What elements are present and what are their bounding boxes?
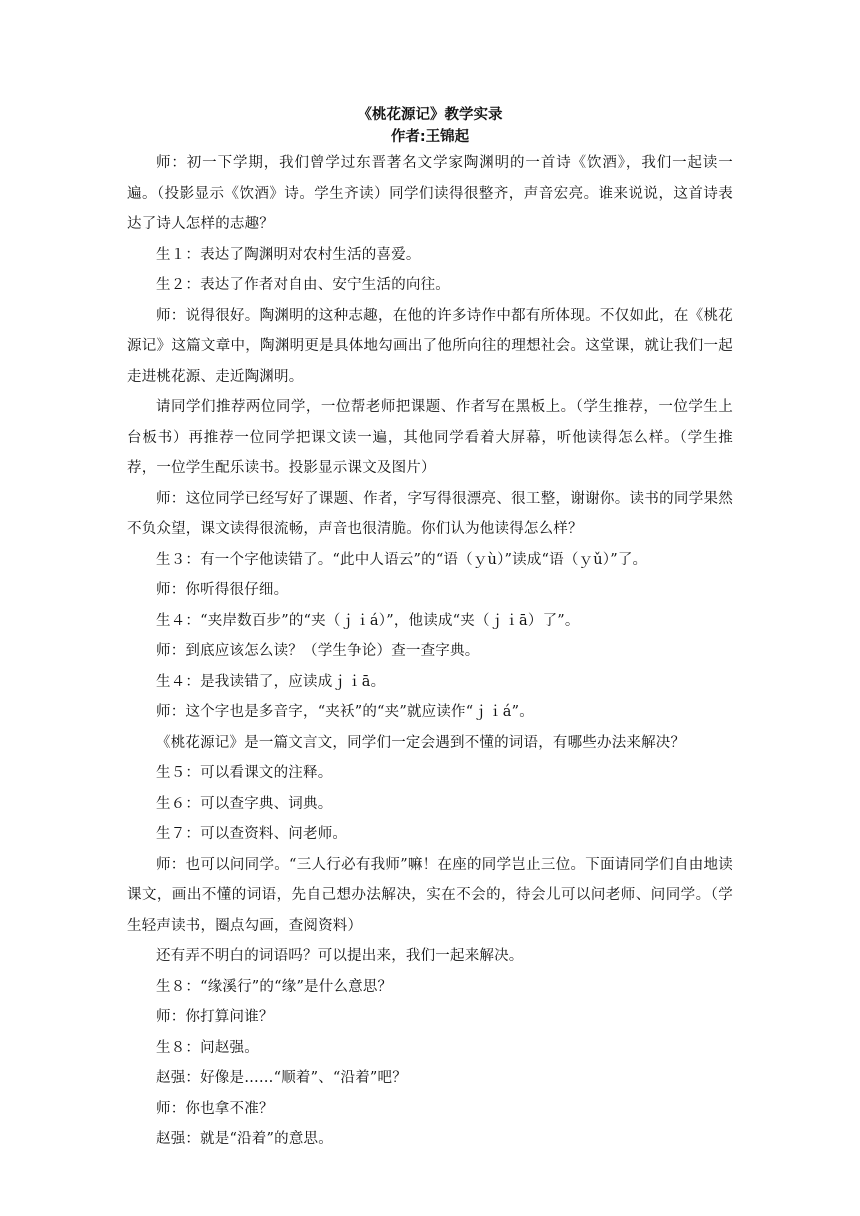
paragraph: 师：初一下学期，我们曾学过东晋著名文学家陶渊明的一首诗《饮酒》，我们一起读一遍。（投影显示《饮酒》诗。学生齐读）同学们读得很整齐，声音宏亮。谁来说说，这首诗表达了诗人怎样的志趣？ — [127, 155, 733, 232]
paragraph: 师：到底应该怎么读？（学生争论）查一查字典。 — [156, 643, 480, 659]
paragraph: 生８：“缘溪行”的“缘”是什么意思？ — [156, 978, 393, 995]
paragraph: 生４：是我读错了，应读成ｊｉā。 — [156, 673, 386, 690]
paragraph: 生５：可以看课文的注释。 — [156, 765, 333, 781]
paragraph: 生８：问赵强。 — [156, 1039, 259, 1056]
paragraph: 赵强：好像是……“顺着”、“沿着”吧？ — [156, 1070, 407, 1086]
paragraph: 《桃花源记》是一篇文言文，同学们一定会遇到不懂的词语，有哪些办法来解决？ — [156, 734, 686, 751]
document-title: 《桃花源记》教学实录 — [357, 107, 503, 123]
paragraph: 师：也可以问同学。“三人行必有我师”嘛！在座的同学岂止三位。下面请同学们自由地读课文，画出不懂的词语，先自己想办法解决，实在不会的，待会儿可以问老师、问同学。（学生轻声读书，圈点勾画，查阅资料） — [127, 856, 733, 934]
paragraph: 师：你听得很仔细。 — [156, 582, 289, 598]
paragraph: 赵强：就是“沿着”的意思。 — [156, 1131, 333, 1147]
paragraph: 生７：可以查资料、问老师。 — [156, 826, 348, 842]
paragraph: 师：说得很好。陶渊明的这种志趣，在他的许多诗作中都有所体现。不仅如此，在《桃花源记》这篇文章中，陶渊明更是具体地勾画出了他所向往的理想社会。这堂课，就让我们一起走进桃花源、走近陶渊明。 — [127, 307, 733, 385]
paragraph: 生４：“夹岸数百步”的“夹（ｊｉá）”，他读成“夹（ｊｉā）了”。 — [156, 612, 580, 629]
paragraph: 生６：可以查字典、词典。 — [156, 795, 333, 812]
paragraph: 还有弄不明白的词语吗？可以提出来，我们一起来解决。 — [156, 948, 524, 964]
document-paragraphs — [127, 148, 733, 1155]
paragraph: 生１：表达了陶渊明对农村生活的喜爱。 — [156, 246, 421, 263]
document-author: 作者:王锦起 — [390, 129, 470, 145]
paragraph: 生３：有一个字他读错了。“此中人语云”的“语（ｙù）”读成“语（ｙǔ）”了。 — [156, 551, 648, 568]
paragraph: 生２：表达了作者对自由、安宁生活的向往。 — [156, 277, 450, 293]
paragraph: 师：这位同学已经写好了课题、作者，字写得很漂亮、很工整，谢谢你。读书的同学果然不负众望，课文读得很流畅，声音也很清脆。你们认为他读得怎么样？ — [127, 490, 733, 537]
document-body — [127, 104, 733, 1155]
paragraph: 师：你也拿不准？ — [156, 1100, 274, 1117]
paragraph: 师：你打算问谁？ — [156, 1009, 274, 1025]
paragraph: 师：这个字也是多音字，“夹袄”的“夹”就应读作“ｊｉá”。 — [156, 704, 534, 720]
paragraph: 请同学们推荐两位同学，一位帮老师把课题、作者写在黑板上。（学生推荐，一位学生上台板书）再推荐一位同学把课文读一遍，其他同学看着大屏幕，听他读得怎么样。（学生推荐，一位学生配乐读书。投影显示课文及图片） — [127, 399, 733, 476]
